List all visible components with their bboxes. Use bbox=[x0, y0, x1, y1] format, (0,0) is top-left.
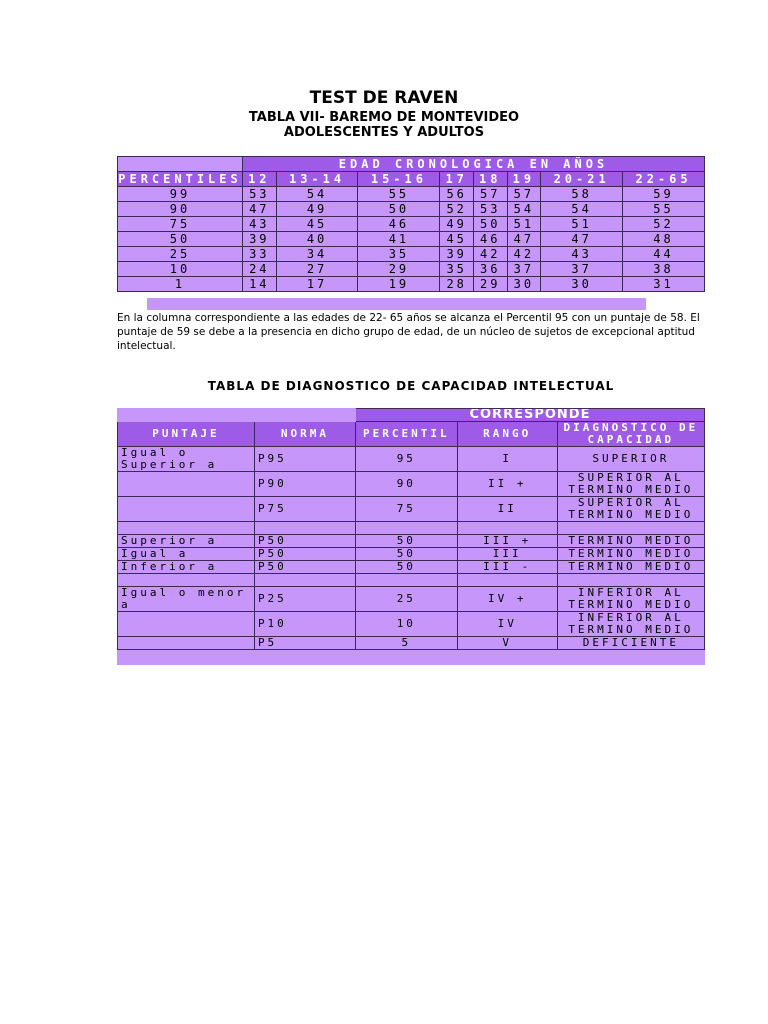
score-cell: 52 bbox=[623, 217, 705, 232]
score-cell: 47 bbox=[541, 232, 623, 247]
diagnostic-corresponde-row bbox=[118, 409, 705, 422]
percentil-cell: 50 bbox=[355, 561, 457, 574]
score-cell: 47 bbox=[507, 232, 541, 247]
score-cell: 56 bbox=[440, 187, 474, 202]
score-cell: 57 bbox=[507, 187, 541, 202]
puntaje-cell: Igual o Superior a bbox=[118, 447, 255, 472]
diagnostico-cell: DEFICIENTE bbox=[557, 637, 704, 650]
score-cell: 54 bbox=[541, 202, 623, 217]
score-cell: 45 bbox=[440, 232, 474, 247]
diagnostico-cell: SUPERIOR AL TERMINO MEDIO bbox=[557, 497, 704, 522]
score-cell: 39 bbox=[440, 247, 474, 262]
score-cell: 46 bbox=[473, 232, 507, 247]
norma-cell: P10 bbox=[254, 612, 355, 637]
puntaje-cell: Inferior a bbox=[118, 561, 255, 574]
diagnostico-header: DIAGNOSTICO DE CAPACIDAD bbox=[557, 422, 704, 447]
baremo-column-header-row bbox=[118, 172, 705, 187]
score-cell: 46 bbox=[358, 217, 440, 232]
score-cell: 35 bbox=[440, 262, 474, 277]
score-cell: 50 bbox=[473, 217, 507, 232]
document-title: TEST DE RAVEN bbox=[309, 88, 459, 108]
percentil-header: PERCENTIL bbox=[355, 422, 457, 447]
spacer-cell bbox=[118, 522, 255, 535]
rango-cell: II + bbox=[457, 472, 557, 497]
corresponde-header: CORRESPONDE bbox=[355, 409, 704, 422]
score-cell: 43 bbox=[243, 217, 277, 232]
age-header: 22-65 bbox=[623, 172, 705, 187]
rango-cell: III - bbox=[457, 561, 557, 574]
spacer-cell bbox=[457, 650, 557, 665]
percentil-cell: 50 bbox=[118, 232, 243, 247]
baremo-row bbox=[118, 232, 705, 247]
score-cell: 42 bbox=[473, 247, 507, 262]
diagnostic-table bbox=[117, 408, 705, 665]
diagnostico-cell: INFERIOR AL TERMINO MEDIO bbox=[557, 587, 704, 612]
percentil-cell: 75 bbox=[118, 217, 243, 232]
score-cell: 37 bbox=[541, 262, 623, 277]
score-cell: 34 bbox=[276, 247, 358, 262]
baremo-note: En la columna correspondiente a las edades de 22- 65 años se alcanza el Percentil 95 con un puntaje de 58. El puntaje de 59 se debe a la presencia en dicho grupo de edad, de un núcleo de sujetos de excepcional aptitud intelectual. bbox=[117, 312, 700, 352]
score-cell: 35 bbox=[358, 247, 440, 262]
spacer-cell bbox=[254, 574, 355, 587]
score-cell: 29 bbox=[473, 277, 507, 292]
score-cell: 17 bbox=[276, 277, 358, 292]
puntaje-cell: Superior a bbox=[118, 535, 255, 548]
norma-cell: P90 bbox=[254, 472, 355, 497]
age-header: 13-14 bbox=[276, 172, 358, 187]
age-header: 18 bbox=[473, 172, 507, 187]
score-cell: 53 bbox=[473, 202, 507, 217]
norma-cell: P50 bbox=[254, 548, 355, 561]
rango-cell: V bbox=[457, 637, 557, 650]
percentil-cell: 25 bbox=[355, 587, 457, 612]
score-cell: 51 bbox=[507, 217, 541, 232]
score-cell: 50 bbox=[358, 202, 440, 217]
diagnostic-title: TABLA DE DIAGNOSTICO DE CAPACIDAD INTELECTUAL bbox=[207, 379, 615, 393]
age-header: 20-21 bbox=[541, 172, 623, 187]
diagnostic-body bbox=[118, 447, 705, 665]
percentil-cell: 50 bbox=[355, 535, 457, 548]
diagnostic-row bbox=[118, 497, 705, 522]
percentil-cell: 25 bbox=[118, 247, 243, 262]
norma-cell: P25 bbox=[254, 587, 355, 612]
baremo-row bbox=[118, 277, 705, 292]
puntaje-cell: Igual o menor a bbox=[118, 587, 255, 612]
score-cell: 42 bbox=[507, 247, 541, 262]
norma-cell: P5 bbox=[254, 637, 355, 650]
diagnostico-cell: TERMINO MEDIO bbox=[557, 548, 704, 561]
score-cell: 41 bbox=[358, 232, 440, 247]
norma-cell: P75 bbox=[254, 497, 355, 522]
baremo-group-header-row bbox=[118, 157, 705, 172]
score-cell: 29 bbox=[358, 262, 440, 277]
spacer-cell bbox=[557, 522, 704, 535]
percentil-cell: 10 bbox=[118, 262, 243, 277]
score-cell: 28 bbox=[440, 277, 474, 292]
score-cell: 49 bbox=[440, 217, 474, 232]
score-cell: 40 bbox=[276, 232, 358, 247]
score-cell: 54 bbox=[276, 187, 358, 202]
score-cell: 31 bbox=[623, 277, 705, 292]
diagnostic-spacer-row bbox=[118, 522, 705, 535]
diagnostic-blank-cell bbox=[254, 409, 355, 422]
baremo-row bbox=[118, 187, 705, 202]
age-header: 17 bbox=[440, 172, 474, 187]
baremo-row bbox=[118, 217, 705, 232]
percentil-cell: 95 bbox=[355, 447, 457, 472]
percentil-cell: 90 bbox=[355, 472, 457, 497]
age-header: 19 bbox=[507, 172, 541, 187]
puntaje-cell bbox=[118, 472, 255, 497]
score-cell: 33 bbox=[243, 247, 277, 262]
percentil-cell: 50 bbox=[355, 548, 457, 561]
score-cell: 14 bbox=[243, 277, 277, 292]
spacer-cell bbox=[457, 574, 557, 587]
norma-cell: P95 bbox=[254, 447, 355, 472]
spacer-cell bbox=[118, 650, 255, 665]
score-cell: 43 bbox=[541, 247, 623, 262]
score-cell: 39 bbox=[243, 232, 277, 247]
score-cell: 52 bbox=[440, 202, 474, 217]
puntaje-cell: Igual a bbox=[118, 548, 255, 561]
score-cell: 44 bbox=[623, 247, 705, 262]
score-cell: 47 bbox=[243, 202, 277, 217]
score-cell: 53 bbox=[243, 187, 277, 202]
diagnostic-spacer-row bbox=[118, 574, 705, 587]
age-header: 15-16 bbox=[358, 172, 440, 187]
baremo-body bbox=[118, 187, 705, 292]
spacer-cell bbox=[254, 522, 355, 535]
diagnostic-row bbox=[118, 587, 705, 612]
baremo-row bbox=[118, 202, 705, 217]
percentil-cell: 10 bbox=[355, 612, 457, 637]
score-cell: 57 bbox=[473, 187, 507, 202]
score-cell: 30 bbox=[541, 277, 623, 292]
diagnostico-cell: TERMINO MEDIO bbox=[557, 561, 704, 574]
table-subtitle-population: ADOLESCENTES Y ADULTOS bbox=[283, 125, 485, 140]
age-group-header: EDAD CRONOLOGICA EN AÑOS bbox=[243, 157, 705, 172]
rango-cell: II bbox=[457, 497, 557, 522]
diagnostic-row bbox=[118, 561, 705, 574]
score-cell: 37 bbox=[507, 262, 541, 277]
score-cell: 59 bbox=[623, 187, 705, 202]
percentil-cell: 75 bbox=[355, 497, 457, 522]
baremo-table bbox=[117, 156, 705, 292]
norma-cell: P50 bbox=[254, 535, 355, 548]
spacer-cell bbox=[355, 574, 457, 587]
rango-cell: III + bbox=[457, 535, 557, 548]
puntaje-header: PUNTAJE bbox=[118, 422, 255, 447]
baremo-corner-cell bbox=[118, 157, 243, 172]
diagnostico-cell: SUPERIOR AL TERMINO MEDIO bbox=[557, 472, 704, 497]
score-cell: 54 bbox=[507, 202, 541, 217]
diagnostic-header-row bbox=[118, 422, 705, 447]
percentil-cell: 1 bbox=[118, 277, 243, 292]
score-cell: 58 bbox=[541, 187, 623, 202]
rango-header: RANGO bbox=[457, 422, 557, 447]
score-cell: 36 bbox=[473, 262, 507, 277]
diagnostic-row bbox=[118, 612, 705, 637]
spacer-cell bbox=[557, 574, 704, 587]
score-cell: 19 bbox=[358, 277, 440, 292]
diagnostic-blank-cell bbox=[118, 409, 255, 422]
spacer-cell bbox=[457, 522, 557, 535]
age-header: 12 bbox=[243, 172, 277, 187]
spacer-cell bbox=[557, 650, 704, 665]
spacer-cell bbox=[355, 650, 457, 665]
norma-header: NORMA bbox=[254, 422, 355, 447]
percentil-cell: 90 bbox=[118, 202, 243, 217]
diagnostic-spacer-row bbox=[118, 650, 705, 665]
percentiles-header: PERCENTILES bbox=[118, 171, 242, 186]
rango-cell: III bbox=[457, 548, 557, 561]
score-cell: 51 bbox=[541, 217, 623, 232]
spacer-cell bbox=[118, 574, 255, 587]
norma-cell: P50 bbox=[254, 561, 355, 574]
score-cell: 38 bbox=[623, 262, 705, 277]
table-subtitle: TABLA VII- BAREMO DE MONTEVIDEO bbox=[248, 110, 520, 125]
spacer-cell bbox=[355, 522, 457, 535]
percentil-cell: 99 bbox=[118, 187, 243, 202]
diagnostic-row bbox=[118, 447, 705, 472]
score-cell: 55 bbox=[358, 187, 440, 202]
diagnostic-row bbox=[118, 637, 705, 650]
score-cell: 27 bbox=[276, 262, 358, 277]
diagnostic-row bbox=[118, 535, 705, 548]
rango-cell: I bbox=[457, 447, 557, 472]
puntaje-cell bbox=[118, 497, 255, 522]
percentil-cell: 5 bbox=[355, 637, 457, 650]
baremo-footer-stripe bbox=[147, 298, 646, 310]
diagnostico-cell: TERMINO MEDIO bbox=[557, 535, 704, 548]
spacer-cell bbox=[254, 650, 355, 665]
baremo-row bbox=[118, 262, 705, 277]
score-cell: 55 bbox=[623, 202, 705, 217]
puntaje-cell bbox=[118, 612, 255, 637]
diagnostico-cell: SUPERIOR bbox=[557, 447, 704, 472]
rango-cell: IV bbox=[457, 612, 557, 637]
baremo-row bbox=[118, 247, 705, 262]
score-cell: 30 bbox=[507, 277, 541, 292]
score-cell: 48 bbox=[623, 232, 705, 247]
diagnostic-row bbox=[118, 472, 705, 497]
diagnostic-row bbox=[118, 548, 705, 561]
score-cell: 49 bbox=[276, 202, 358, 217]
rango-cell: IV + bbox=[457, 587, 557, 612]
diagnostico-cell: INFERIOR AL TERMINO MEDIO bbox=[557, 612, 704, 637]
score-cell: 45 bbox=[276, 217, 358, 232]
puntaje-cell bbox=[118, 637, 255, 650]
score-cell: 24 bbox=[243, 262, 277, 277]
